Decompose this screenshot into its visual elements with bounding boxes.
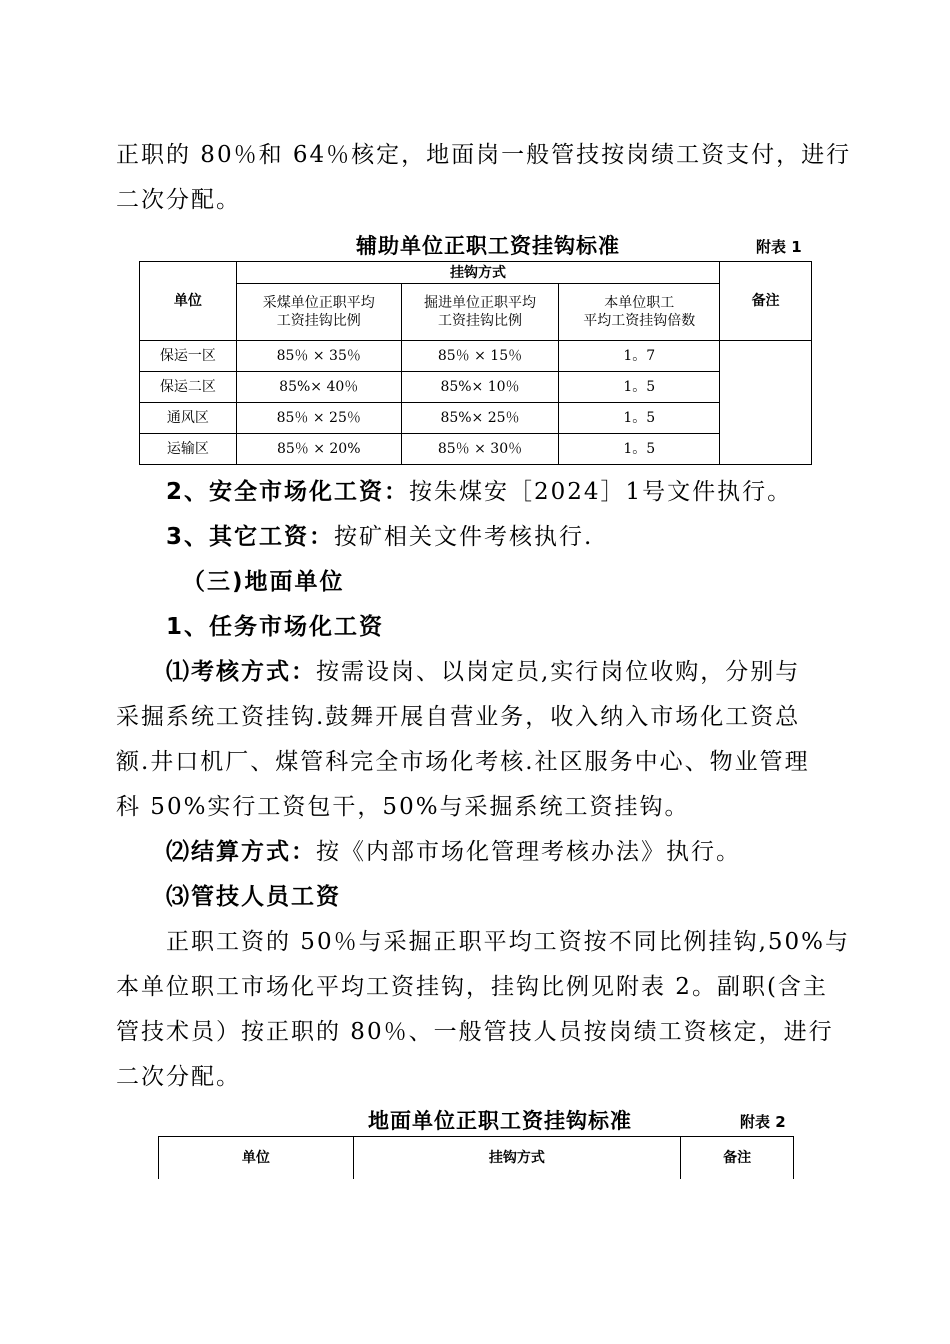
item-2-text: 按朱煤安［2024］1号文件执行。: [409, 479, 793, 505]
p4-line4: 二次分配。: [116, 1064, 241, 1090]
table-row: [140, 403, 812, 434]
body-line: 正职的 80％和 64％核定，地面岗一般管技按岗绩工资支付，进行: [116, 142, 852, 168]
p3-heading: ⑶管技人员工资: [166, 884, 341, 910]
cell-remark: [720, 341, 812, 465]
header-remark: 备注: [681, 1137, 794, 1179]
cell-c3: 1。7: [559, 341, 720, 372]
p4-line3: 管技术员）按正职的 80％、一般管技人员按岗绩工资核定，进行: [116, 1019, 834, 1045]
cell-c1: 85%× 40％: [236, 372, 401, 403]
item-3-label: 3、其它工资：: [166, 524, 335, 550]
header-unit: 单位: [159, 1137, 354, 1179]
item-2: [166, 470, 886, 515]
body-line: 二次分配。: [116, 187, 241, 213]
header-unit: 单位: [140, 262, 237, 341]
p2: ⑵结算方式：按《内部市场化管理考核办法》执行。: [166, 839, 741, 865]
header-method: 挂钩方式: [236, 262, 719, 284]
cell-c3: 1。5: [559, 372, 720, 403]
table1: [139, 261, 812, 465]
cell-c2: 85%× 10％: [401, 372, 559, 403]
cell-c3: 1。5: [559, 403, 720, 434]
p1-label: ⑴考核方式：: [166, 659, 316, 685]
item-3: [166, 515, 886, 560]
item-2-label: 2、安全市场化工资：: [166, 479, 410, 505]
table1-tag: 附表 1: [756, 238, 802, 256]
table-row: [140, 341, 812, 372]
table1-title: 辅助单位正职工资挂钩标准: [356, 234, 620, 258]
p1-line4: 科 50%实行工资包干，50%与采掘系统工资挂钩。: [116, 794, 690, 820]
table2: [158, 1136, 794, 1179]
cell-c1: 85％ × 35％: [236, 341, 401, 372]
cell-unit: 保运二区: [140, 372, 237, 403]
cell-c2: 85％ × 30％: [401, 434, 559, 465]
table2-tag: 附表 2: [740, 1113, 786, 1131]
cell-c1: 85％ × 25％: [236, 403, 401, 434]
table-row: [140, 434, 812, 465]
p1-line1: ⑴考核方式：按需设岗、以岗定员,实行岗位收购，分别与: [166, 659, 801, 685]
cell-c2: 85％ × 15％: [401, 341, 559, 372]
p4-line2: 本单位职工市场化平均工资挂钩，挂钩比例见附表 2。副职(含主: [116, 974, 828, 1000]
p1-line3: 额.井口机厂、煤管科完全市场化考核.社区服务中心、物业管理: [116, 749, 810, 775]
table2-title: 地面单位正职工资挂钩标准: [368, 1109, 632, 1133]
header-col1: 采煤单位正职平均 工资挂钩比例: [236, 284, 401, 341]
cell-c3: 1。5: [559, 434, 720, 465]
header-col3: 本单位职工 平均工资挂钩倍数: [559, 284, 720, 341]
cell-unit: 运输区: [140, 434, 237, 465]
cell-c1: 85％ × 20%: [236, 434, 401, 465]
header-method: 挂钩方式: [353, 1137, 680, 1179]
heading-ground: （三)地面单位: [182, 569, 345, 595]
header-col2: 掘进单位正职平均 工资挂钩比例: [401, 284, 559, 341]
table-row: [140, 372, 812, 403]
cell-unit: 通风区: [140, 403, 237, 434]
cell-c2: 85%× 25％: [401, 403, 559, 434]
item-3-text: 按矿相关文件考核执行.: [334, 524, 594, 550]
p2-label: ⑵结算方式：: [166, 839, 316, 865]
p4-line1: 正职工资的 50％与采掘正职平均工资按不同比例挂钩,50%与: [166, 929, 851, 955]
header-remark: 备注: [720, 262, 812, 341]
heading-task: 1、任务市场化工资: [166, 614, 385, 640]
cell-unit: 保运一区: [140, 341, 237, 372]
p1-line2: 采掘系统工资挂钩.鼓舞开展自营业务，收入纳入市场化工资总: [116, 704, 801, 730]
